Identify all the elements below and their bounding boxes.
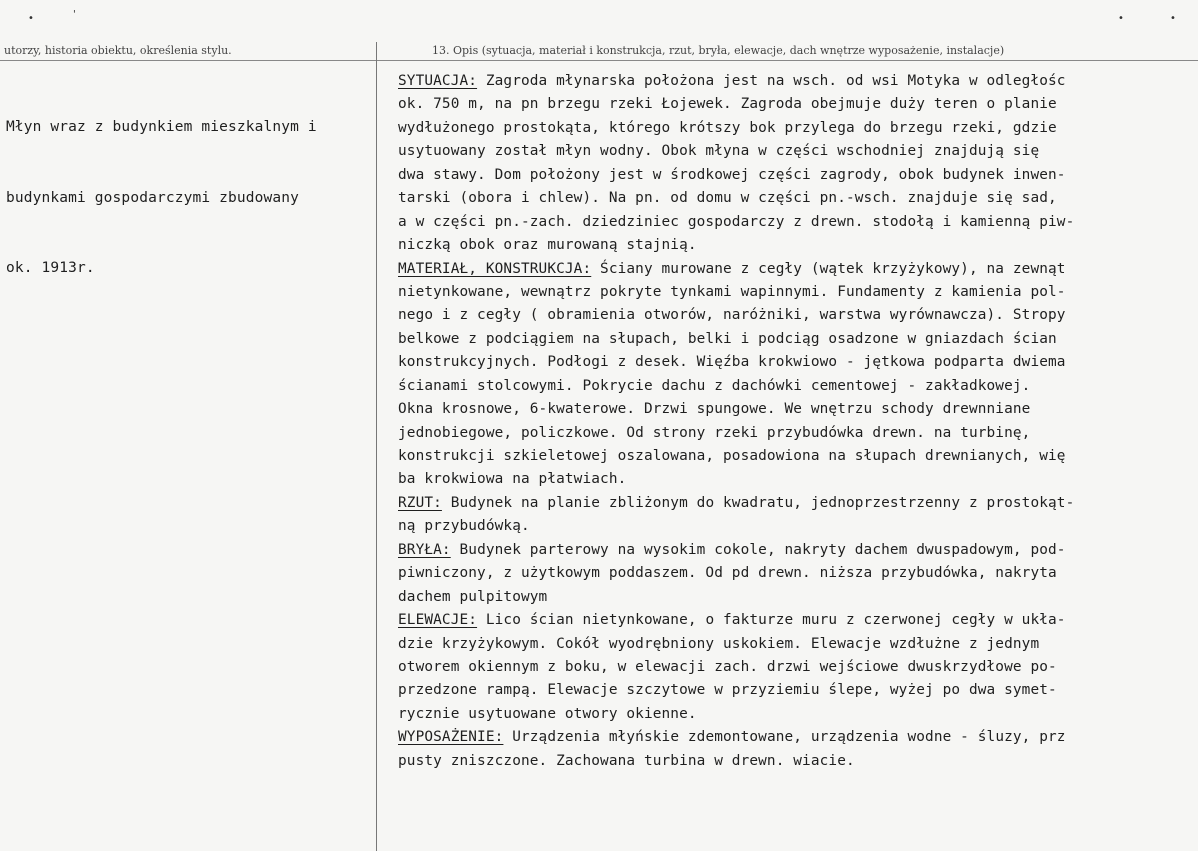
text-line: Młyn wraz z budynkiem mieszkalnym i: [6, 119, 317, 135]
text-line: [398, 187, 1194, 210]
text-line: [398, 492, 1194, 515]
section-heading: RZUT:: [398, 494, 442, 511]
line-text: dachem pulpitowym: [398, 588, 548, 605]
line-text: ba krokwiowa na płatwiach.: [398, 471, 627, 488]
text-line: [398, 281, 1194, 304]
text-line: [398, 164, 1194, 187]
section-heading: ELEWACJE:: [398, 612, 478, 629]
line-text: ną przybudówką.: [398, 518, 530, 535]
line-text: belkowe z podciągiem na słupach, belki i podciąg osadzone w gniazdach ścian: [398, 330, 1057, 347]
text-line: [398, 679, 1194, 702]
text-line: [398, 656, 1194, 679]
line-text: dzie krzyżykowym. Cokół wyodrębniony uskokiem. Elewacje wzdłużne z jednym: [398, 635, 1040, 652]
scan-mark: •: [1118, 13, 1124, 24]
line-text: rycznie usytuowane otwory okienne.: [398, 705, 697, 722]
line-text: tarski (obora i chlew). Na pn. od domu w części pn.-wsch. znajduje się sad,: [398, 190, 1057, 207]
section-heading: WYPOSAŻENIE:: [398, 729, 504, 746]
line-text: Urządzenia młyńskie zdemontowane, urządzenia wodne - śluzy, prz: [503, 729, 1066, 746]
right-column-text: [398, 70, 1194, 773]
text-line: [398, 234, 1194, 257]
header-divider: [0, 60, 1198, 61]
line-text: nietynkowane, wewnątrz pokryte tynkami wapinnymi. Fundamenty z kamienia pol-: [398, 283, 1066, 300]
text-line: [398, 422, 1194, 445]
text-line: [398, 304, 1194, 327]
text-line: ok. 1913r.: [6, 260, 95, 276]
scan-mark: •: [1170, 13, 1176, 24]
line-text: Budynek parterowy na wysokim cokole, nakryty dachem dwuspadowym, pod-: [450, 541, 1066, 558]
text-line: budynkami gospodarczymi zbudowany: [6, 189, 300, 206]
text-line: [398, 586, 1194, 609]
line-text: piwniczony, z użytkowym poddaszem. Od pd drewn. niższa przybudówka, nakryta: [398, 565, 1057, 582]
line-text: nego i z cegły ( obramienia otworów, naróżniki, warstwa wyrównawcza). Stropy: [398, 307, 1066, 324]
text-line: [398, 468, 1194, 491]
text-line: [398, 515, 1194, 538]
text-line: [398, 351, 1194, 374]
line-text: Ściany murowane z cegły (wątek krzyżykowy), na zewnąt: [591, 260, 1066, 277]
column-divider: [376, 42, 377, 851]
section-heading: SYTUACJA:: [398, 73, 478, 89]
text-line: [398, 562, 1194, 585]
text-line: [398, 93, 1194, 116]
text-line: [398, 609, 1194, 632]
left-column-text: [6, 69, 372, 328]
section-heading: MATERIAŁ, KONSTRUKCJA:: [398, 260, 592, 277]
line-text: przedzone rampą. Elewacje szczytowe w przyziemiu ślepe, wyżej po dwa symet-: [398, 682, 1057, 699]
text-line: [398, 398, 1194, 421]
line-text: wydłużonego prostokąta, którego krótszy bok przylega do brzegu rzeki, gdzie: [398, 119, 1057, 136]
text-line: [398, 140, 1194, 163]
line-text: konstrukcji szkieletowej oszalowana, posadowiona na słupach drewnianych, wię: [398, 448, 1066, 464]
text-line: [398, 70, 1194, 93]
text-line: [398, 703, 1194, 726]
line-text: ścianami stolcowymi. Pokrycie dachu z dachówki cementowej - zakładkowej.: [398, 377, 1031, 394]
text-line: [398, 211, 1194, 234]
line-text: a w części pn.-zach. dziedziniec gospodarczy z drewn. stodołą i kamienną piw-: [398, 213, 1075, 230]
line-text: dwa stawy. Dom położony jest w środkowej części zagrody, obok budynek inwen-: [398, 166, 1066, 183]
line-text: niczką obok oraz murowaną stajnią.: [398, 237, 697, 254]
text-line: [398, 445, 1194, 468]
scan-mark: •: [28, 13, 34, 24]
line-text: pusty zniszczone. Zachowana turbina w drewn. wiacie.: [398, 752, 855, 769]
line-text: Zagroda młynarska położona jest na wsch. od wsi Motyka w odległośc: [477, 73, 1066, 89]
line-text: ok. 750 m, na pn brzegu rzeki Łojewek. Zagroda obejmuje duży teren o planie: [398, 96, 1057, 113]
header-left: utorzy, historia obiektu, określenia stylu.: [4, 44, 232, 57]
section-heading: BRYŁA:: [398, 541, 451, 558]
text-line: [398, 633, 1194, 656]
text-line: [398, 375, 1194, 398]
scan-mark: ': [73, 9, 76, 20]
text-line: [398, 258, 1194, 281]
text-line: [398, 726, 1194, 749]
line-text: jednobiegowe, policzkowe. Od strony rzeki przybudówka drewn. na turbinę,: [398, 424, 1031, 441]
line-text: usytuowany został młyn wodny. Obok młyna w części wschodniej znajdują się: [398, 143, 1040, 160]
line-text: Lico ścian nietynkowane, o fakturze muru z czerwonej cegły w ukła-: [477, 612, 1066, 629]
line-text: Okna krosnowe, 6-kwaterowe. Drzwi spungowe. We wnętrzu schody drewnniane: [398, 401, 1031, 418]
header-right: 13. Opis (sytuacja, materiał i konstrukcja, rzut, bryła, elewacje, dach wnętrze wyposażenie, instalacje): [432, 44, 1005, 57]
text-line: [398, 750, 1194, 773]
text-line: [398, 328, 1194, 351]
line-text: konstrukcyjnych. Podłogi z desek. Więźba krokwiowo - jętkowa podparta dwiema: [398, 354, 1066, 371]
text-line: [398, 117, 1194, 140]
text-line: [398, 539, 1194, 562]
line-text: otworem okiennym z boku, w elewacji zach. drzwi wejściowe dwuskrzydłowe po-: [398, 658, 1057, 675]
line-text: Budynek na planie zbliżonym do kwadratu, jednoprzestrzenny z prostokąt-: [441, 494, 1075, 511]
